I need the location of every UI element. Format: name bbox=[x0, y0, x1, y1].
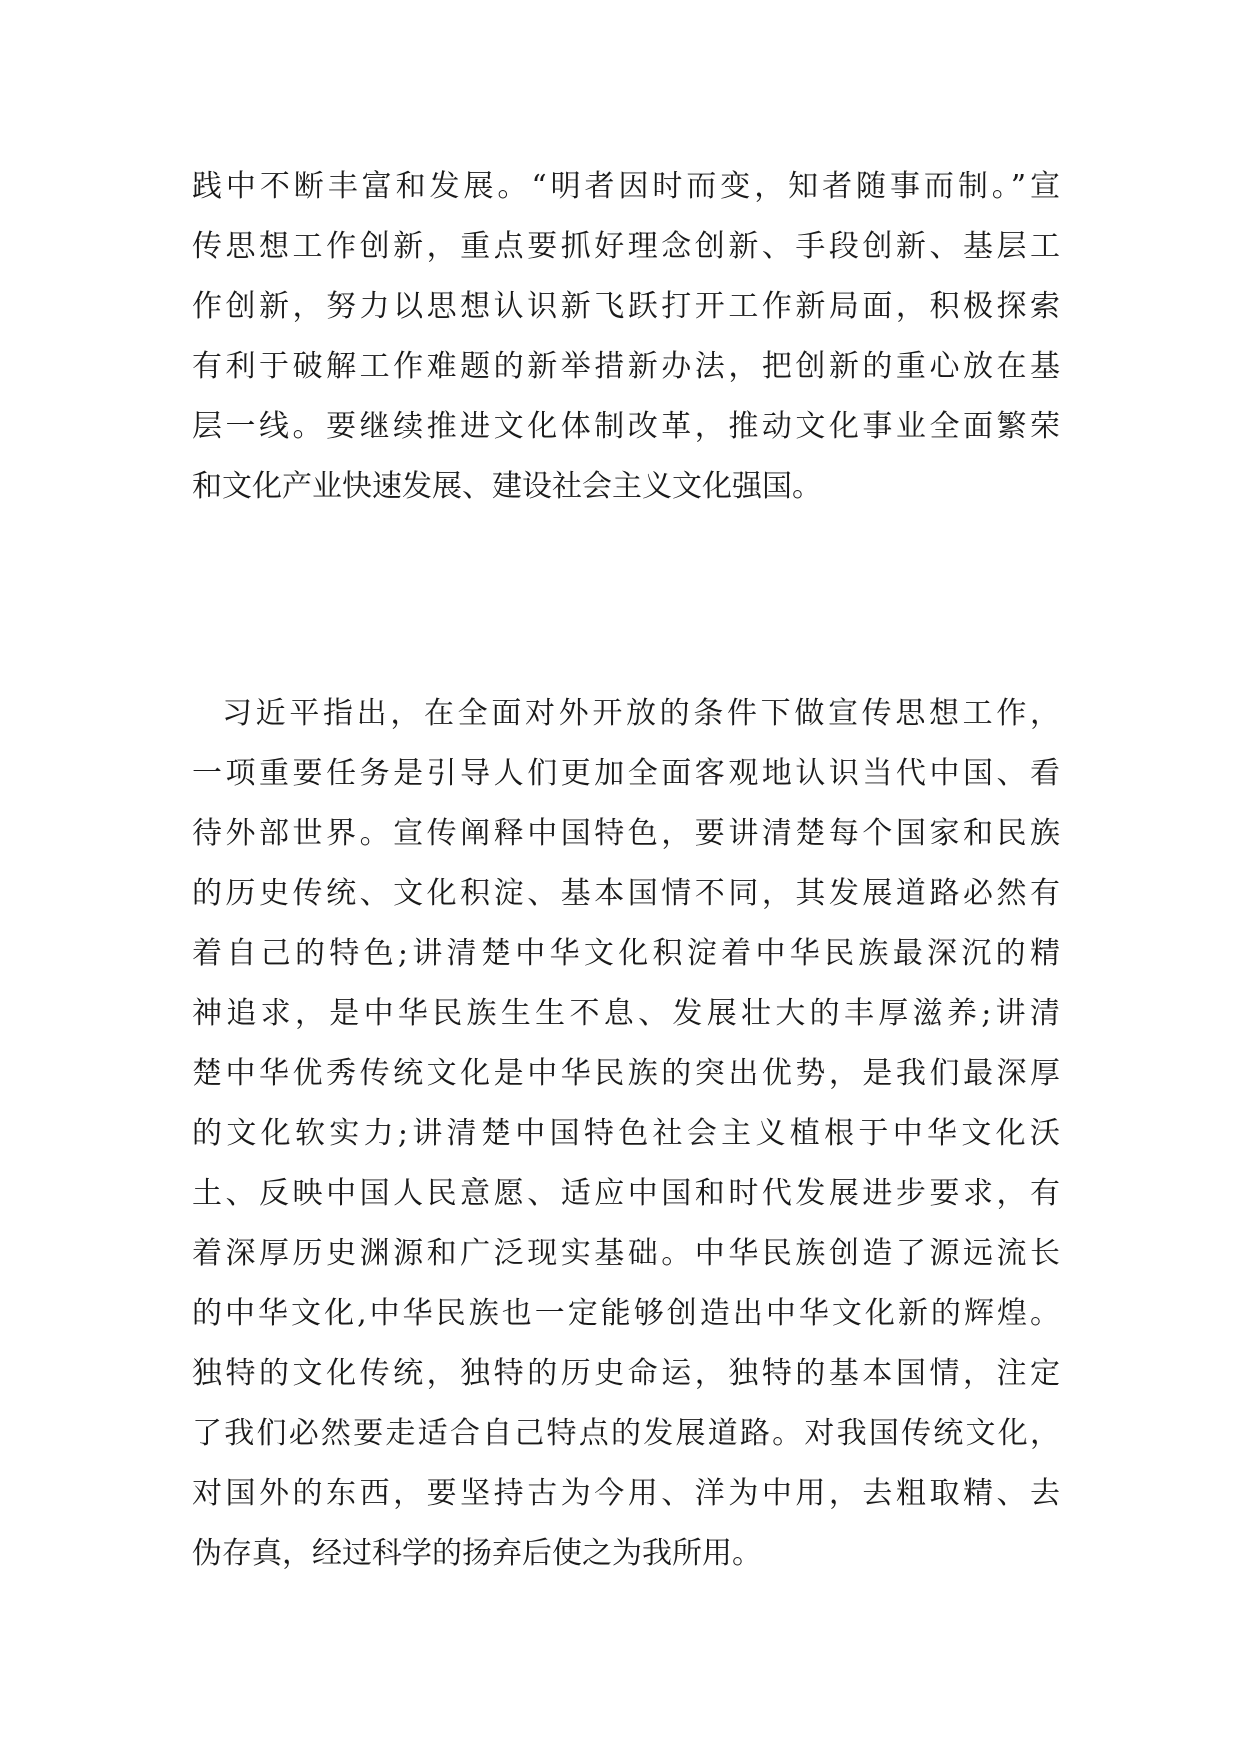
paragraph-1-line: 有利于破解工作难题的新举措新办法，把创新的重心放在基 bbox=[192, 349, 1060, 384]
paragraph-1-line: 作创新，努力以思想认识新飞跃打开工作新局面，积极探索 bbox=[192, 289, 1060, 324]
paragraph-2-line: 的历史传统、文化积淀、基本国情不同，其发展道路必然有 bbox=[192, 876, 1060, 911]
paragraph-2-line: 对国外的东西，要坚持古为今用、洋为中用，去粗取精、去 bbox=[192, 1476, 1060, 1511]
paragraph-1-line: 层一线。要继续推进文化体制改革，推动文化事业全面繁荣 bbox=[192, 409, 1060, 444]
paragraph-2-line: 楚中华优秀传统文化是中华民族的突出优势，是我们最深厚 bbox=[192, 1056, 1060, 1091]
paragraph-2-line: 待外部世界。宣传阐释中国特色，要讲清楚每个国家和民族 bbox=[192, 816, 1060, 851]
paragraph-1-line: 传思想工作创新，重点要抓好理念创新、手段创新、基层工 bbox=[192, 229, 1060, 264]
paragraph-1 bbox=[192, 157, 1060, 517]
paragraph-2-line: 伪存真，经过科学的扬弃后使之为我所用。 bbox=[192, 1536, 762, 1571]
paragraph-2-line: 着自己的特色;讲清楚中华文化积淀着中华民族最深沉的精 bbox=[192, 936, 1060, 971]
paragraph-2-line: 习近平指出，在全面对外开放的条件下做宣传思想工作， bbox=[222, 696, 1060, 731]
paragraph-1-line: 和文化产业快速发展、建设社会主义文化强国。 bbox=[192, 469, 822, 504]
paragraph-2-line: 的文化软实力;讲清楚中国特色社会主义植根于中华文化沃 bbox=[192, 1116, 1060, 1151]
paragraph-2-line: 一项重要任务是引导人们更加全面客观地认识当代中国、看 bbox=[192, 756, 1060, 791]
paragraph-2-line: 独特的文化传统，独特的历史命运，独特的基本国情，注定 bbox=[192, 1356, 1060, 1391]
paragraph-2 bbox=[192, 684, 1060, 1584]
paragraph-1-line: 践中不断丰富和发展。“明者因时而变，知者随事而制。”宣 bbox=[192, 169, 1060, 204]
paragraph-2-line: 的中华文化,中华民族也一定能够创造出中华文化新的辉煌。 bbox=[192, 1296, 1060, 1331]
paragraph-2-line: 了我们必然要走适合自己特点的发展道路。对我国传统文化， bbox=[192, 1416, 1060, 1451]
paragraph-2-line: 神追求，是中华民族生生不息、发展壮大的丰厚滋养;讲清 bbox=[192, 996, 1060, 1031]
paragraph-2-line: 着深厚历史渊源和广泛现实基础。中华民族创造了源远流长 bbox=[192, 1236, 1060, 1271]
paragraph-2-line: 土、反映中国人民意愿、适应中国和时代发展进步要求，有 bbox=[192, 1176, 1060, 1211]
